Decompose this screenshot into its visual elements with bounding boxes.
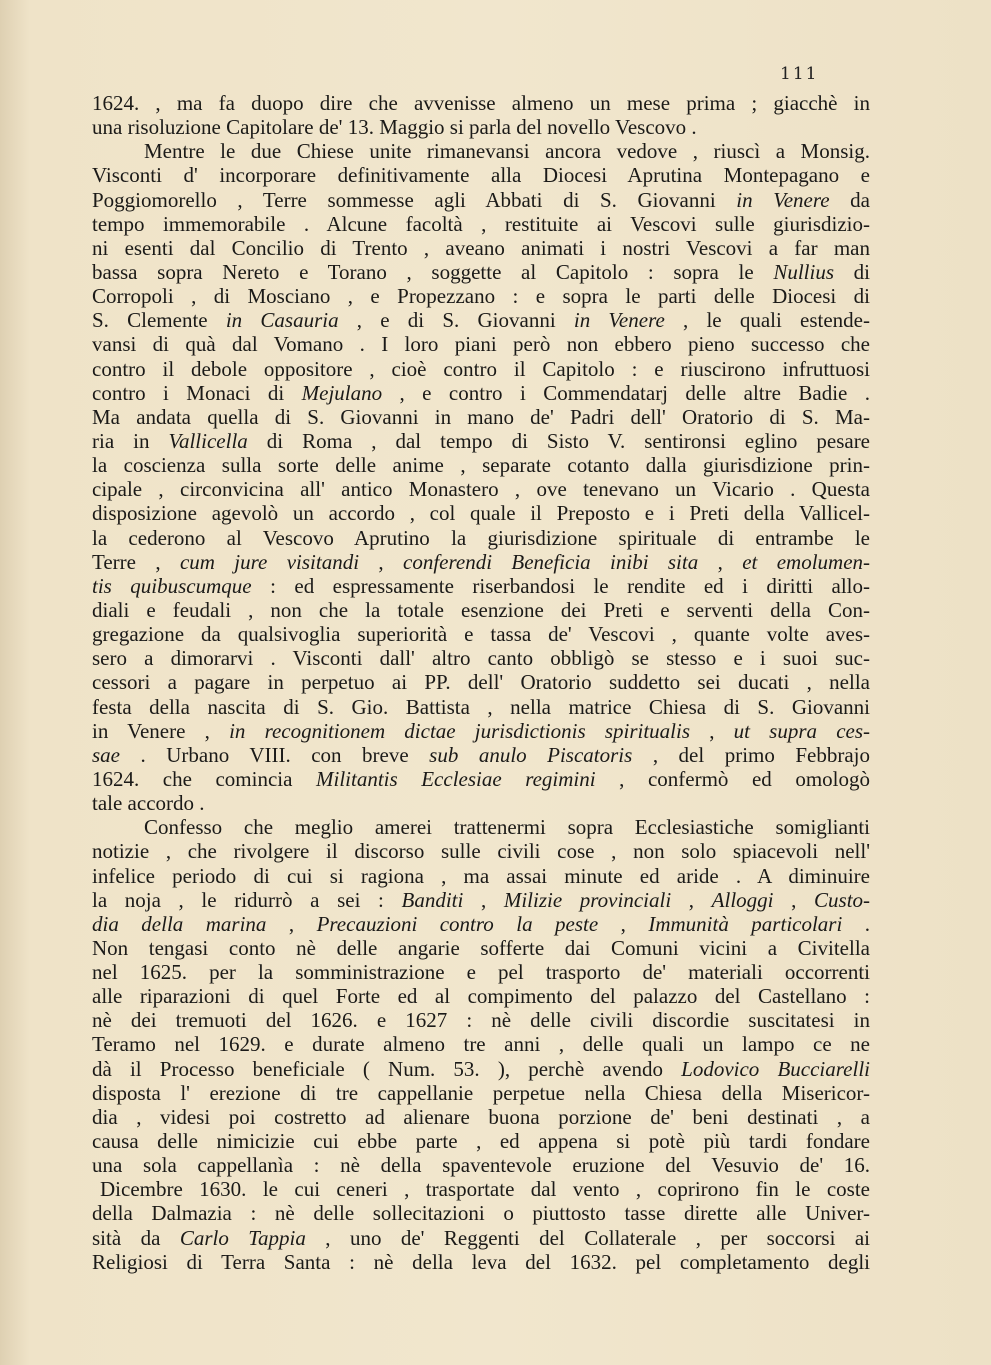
text-segment: S. Clemente [92,308,226,333]
text-line [92,1057,870,1081]
text-segment: , del primo Febbrajo [632,742,870,767]
text-segment: di [834,259,870,284]
text-segment: la coscienza sulla sorte delle anime , separate cotanto dalla giurisdizione prin- [92,453,870,478]
text-segment: disposizione agevolò un accordo , col quale il Preposto e i Preti della Vallicel- [92,501,870,526]
text-segment: , uno de' Reggenti del Collaterale , per soccorsi ai [305,1225,870,1250]
text-segment: Religiosi di Terra Santa : nè della leva del 1632. pel completamento degli [92,1249,870,1274]
text-segment: sità da [92,1225,180,1250]
text-line [92,477,870,501]
italic-text: Alloggi [711,887,774,912]
text-segment: contro il debole oppositore , cioè contro il Capitolo : e riuscirono infruttuosi [92,356,870,381]
text-segment: Corropoli , di Mosciano , e Propezzano : e sopra le parti delle Diocesi di [92,284,870,309]
text-segment: Ma andata quella di S. Giovanni in mano de' Padri dell' Oratorio di S. Ma- [92,404,870,429]
text-line [92,1226,870,1250]
text-line [92,139,870,163]
text-line [92,236,870,260]
italic-text: in Casauria [225,308,339,333]
text-segment: cessori a pagare in perpetuo ai PP. dell' Oratorio suddetto sei ducati , nella [92,670,870,695]
italic-text: in Venere [736,187,830,212]
text-line [92,308,870,332]
text-segment: cipale , circonvicina all' antico Monastero , ove tenevano un Vicario . Questa [92,477,870,502]
italic-text: Precauzioni contro la peste [316,911,599,936]
text-segment: . [842,911,870,936]
text-line [92,1250,870,1274]
text-segment: alle riparazioni di quel Forte ed al compimento del palazzo del Castellano : [92,984,870,1009]
italic-text: et emolumen- [742,549,870,574]
text-line [92,839,870,863]
text-segment: , [598,911,649,936]
text-segment: contro i Monaci di [92,380,302,405]
italic-text: conferendi Beneficia inibi sita [403,549,699,574]
text-segment: 1624. che comincia [92,766,316,791]
text-line [92,429,870,453]
text-segment: una sola cappellanìa : nè della spaventevole eruzione del Vesuvio de' 16. [92,1153,870,1178]
text-segment: , [266,911,317,936]
text-line [92,260,870,284]
text-segment: : ed espressamente riserbandosi le rendite ed i diritti allo- [251,573,870,598]
text-segment: dà il Processo beneficiale ( Num. 53. ), perchè avendo [92,1056,682,1081]
text-line [92,115,870,139]
text-line [92,1201,870,1225]
italic-text: cum jure visitandi [179,549,360,574]
text-segment: , e contro i Commendatarj delle altre Badie . [382,380,870,405]
text-line [92,188,870,212]
text-line [92,719,870,743]
italic-text: Immunità particolari [648,911,843,936]
text-line [92,695,870,719]
text-segment: ni esenti dal Concilio di Trento , aveano animati i nostri Vescovi a far man [92,235,870,260]
text-segment: sero a dimorarvi . Visconti dall' altro canto obbligò se stesso e i suoi suc- [92,646,870,671]
italic-text: ut supra ces- [733,718,870,743]
text-segment: , [698,549,743,574]
text-segment: Visconti d' incorporare definitivamente alla Diocesi Aprutina Montepagano e [92,163,870,188]
text-line [92,767,870,791]
body-text [92,91,870,1274]
text-line [92,212,870,236]
text-segment: notizie , che rivolgere il discorso sulle civili cose , non solo spiacevoli nell' [92,839,870,864]
text-line [92,1032,870,1056]
text-segment: Confesso che meglio amerei trattenermi sopra Ecclesiastiche somiglianti [144,815,870,840]
italic-text: Mejulano [301,380,383,405]
text-line [92,357,870,381]
italic-text: sub anulo Piscatoris [429,742,633,767]
text-segment: nel 1625. per la somministrazione e pel trasporto de' materiali occorrenti [92,960,870,985]
text-line [92,960,870,984]
text-line [92,864,870,888]
text-line [92,984,870,1008]
italic-text: sae [92,742,120,767]
text-segment: , [463,887,504,912]
italic-text: Custo- [814,887,870,912]
text-segment: da [829,187,870,212]
text-line [92,598,870,622]
text-segment: festa della nascita di S. Gio. Battista , nella matrice Chiesa di S. Giovanni [92,694,870,719]
italic-text: Nullius [773,259,834,284]
text-line [92,284,870,308]
text-line [92,163,870,187]
text-segment: Non tengasi conto nè delle angarie sofferte dai Comuni vicini a Civitella [92,935,870,960]
text-segment: ria in [92,428,169,453]
italic-text: Carlo Tappia [179,1225,306,1250]
italic-text: in recognitionem dictae jurisdictionis spiritualis [229,718,691,743]
text-segment: di Roma , dal tempo di Sisto V. sentironsi eglino pesare [247,428,870,453]
text-segment: infelice periodo di cui si ragiona , ma assai minute ed aride . A diminuire [92,863,870,888]
text-line [92,622,870,646]
text-segment: la noja , le ridurrò a sei : [92,887,402,912]
text-line [92,743,870,767]
text-line [92,1177,870,1201]
italic-text: tis quibuscumque [92,573,252,598]
text-segment: dia , videsi poi costretto ad alienare buona porzione de' beni destinati , a [92,1104,870,1129]
text-line [92,550,870,574]
text-line [92,888,870,912]
italic-text: in Venere [573,308,665,333]
text-line [92,526,870,550]
text-segment: , le quali estende- [664,308,870,333]
text-segment: gregazione da qualsivoglia superiorità e tassa de' Vescovi , quante volte aves- [92,622,870,647]
text-line [92,815,870,839]
text-segment: nè dei tremuoti del 1626. e 1627 : nè delle civili discordie suscitatesi in [92,1008,870,1033]
text-line [92,332,870,356]
text-segment: Dicembre 1630. le cui ceneri , trasportate dal vento , coprirono fin le coste [100,1177,870,1202]
text-line [92,91,870,115]
text-line [92,912,870,936]
text-line [92,670,870,694]
text-segment: Terre , [92,549,180,574]
text-line [92,405,870,429]
text-segment: una risoluzione Capitolare de' 13. Maggio si parla del novello Vescovo . [92,115,697,140]
text-segment: Teramo nel 1629. e durate almeno tre anni , delle quali un lampo ce ne [92,1032,870,1057]
text-segment: della Dalmazia : nè delle sollecitazioni o piuttosto tasse dirette alle Univer- [92,1201,870,1226]
text-segment: diali e feudali , non che la totale esenzione dei Preti e serventi della Con- [92,597,870,622]
text-line [92,453,870,477]
text-line [92,936,870,960]
text-segment: , [671,887,712,912]
text-line [92,1105,870,1129]
text-segment: , [773,887,815,912]
text-segment: , [359,549,403,574]
text-segment: Mentre le due Chiese unite rimanevansi ancora vedove , riuscì a Monsig. [144,139,870,164]
text-segment: tale accordo . [92,791,205,816]
text-line [92,501,870,525]
italic-text: Banditi [401,887,464,912]
text-segment: disposta l' erezione di tre cappellanie perpetue nella Chiesa della Misericor- [92,1080,870,1105]
text-segment: la cederono al Vescovo Aprutino la giurisdizione spirituale di entrambe le [92,525,870,550]
italic-text: dia della marina [92,911,267,936]
text-line [92,1129,870,1153]
text-segment: vansi di quà dal Vomano . I loro piani però non ebbero pieno successo che [92,332,870,357]
text-segment: causa delle nimicizie cui ebbe parte , ed appena si potè più tardi fondare [92,1129,870,1154]
text-segment: tempo immemorabile . Alcune facoltà , restituite ai Vescovi sulle giurisdizio- [92,211,870,236]
italic-text: Militantis Ecclesiae regimini [316,766,596,791]
text-line [92,381,870,405]
page-number: 111 [780,64,819,84]
italic-text: Milizie provinciali [503,887,672,912]
text-segment: , [690,718,734,743]
text-segment: in Venere , [92,718,230,743]
text-segment: bassa sopra Nereto e Torano , soggette al Capitolo : sopra le [92,259,774,284]
italic-text: Vallicella [168,428,248,453]
text-segment: 1624. , ma fa duopo dire che avvenisse almeno un mese prima ; giacchè in [92,91,870,115]
text-line [92,791,870,815]
text-line [92,1153,870,1177]
text-segment: . Urbano VIII. con breve [120,742,430,767]
text-segment: Poggiomorello , Terre sommesse agli Abbati di S. Giovanni [92,187,737,212]
text-segment: , e di S. Giovanni [338,308,574,333]
text-line [92,646,870,670]
italic-text: Lodovico Bucciarelli [681,1056,870,1081]
text-line [92,1008,870,1032]
text-segment: , confermò ed omologò [595,766,870,791]
text-line [92,1081,870,1105]
text-line [92,574,870,598]
